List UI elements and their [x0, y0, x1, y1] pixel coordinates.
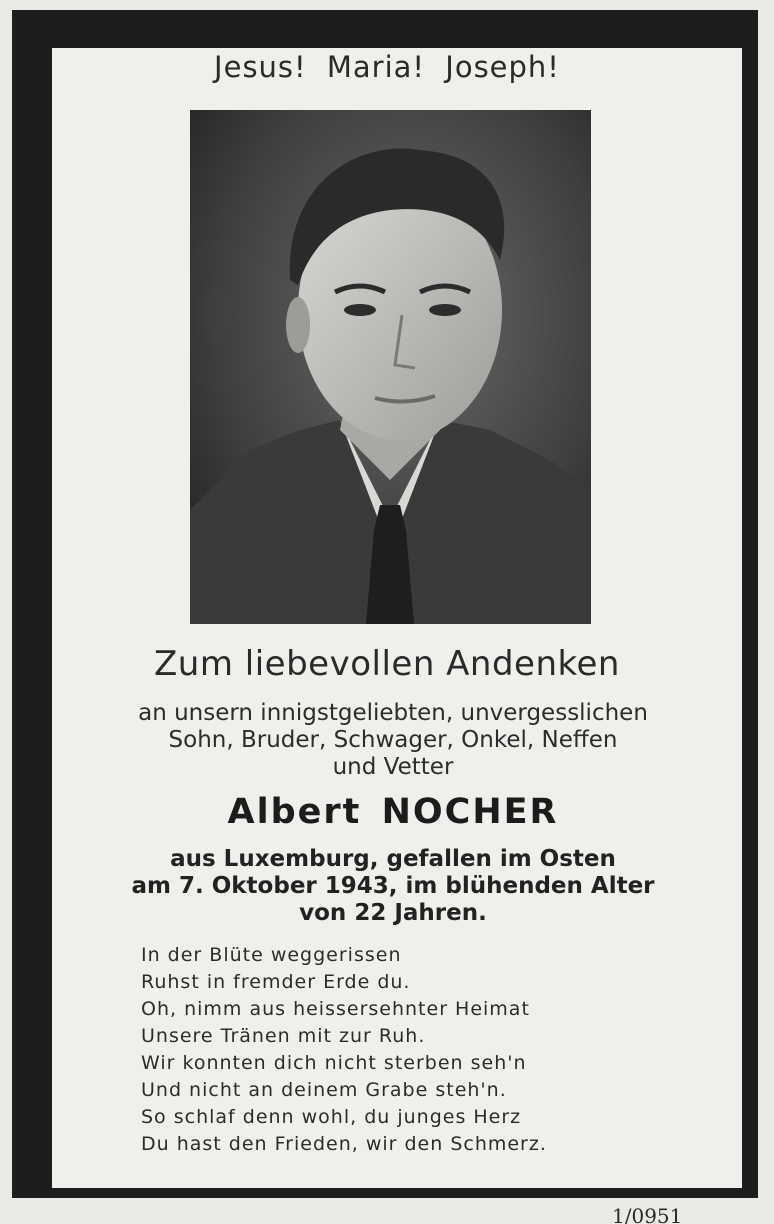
memorial-title: Zum liebevollen Andenken	[154, 644, 620, 684]
poem-line: Ruhst in fremder Erde du.	[141, 971, 411, 993]
portrait-photo	[190, 110, 591, 624]
details-line: aus Luxemburg, gefallen im Osten	[170, 846, 616, 872]
archive-number: 1/0951	[612, 1204, 683, 1224]
deceased-name: Albert NOCHER	[227, 792, 559, 832]
poem-line: Oh, nimm aus heissersehnter Heimat	[141, 998, 530, 1020]
portrait-illustration	[190, 110, 591, 624]
dedication-line: und Vetter	[332, 754, 454, 780]
details-line: von 22 Jahren.	[299, 900, 487, 926]
poem-line: Unsere Tränen mit zur Ruh.	[141, 1025, 426, 1047]
memorial-poem	[141, 942, 701, 1158]
poem-line: Du hast den Frieden, wir den Schmerz.	[141, 1133, 547, 1155]
poem-line: Und nicht an deinem Grabe steh'n.	[141, 1079, 507, 1101]
dedication-line: Sohn, Bruder, Schwager, Onkel, Neffen	[168, 727, 618, 753]
dedication-line: an unsern innigstgeliebten, unvergesslichen	[138, 700, 648, 726]
poem-line: So schlaf denn wohl, du junges Herz	[141, 1106, 522, 1128]
poem-line: In der Blüte weggerissen	[141, 944, 402, 966]
poem-line: Wir konnten dich nicht sterben seh'n	[141, 1052, 527, 1074]
dedication-text	[0, 700, 774, 781]
invocation-heading: Jesus! Maria! Joseph!	[214, 50, 560, 84]
details-line: am 7. Oktober 1943, im blühenden Alter	[131, 873, 655, 899]
death-details	[0, 846, 774, 927]
